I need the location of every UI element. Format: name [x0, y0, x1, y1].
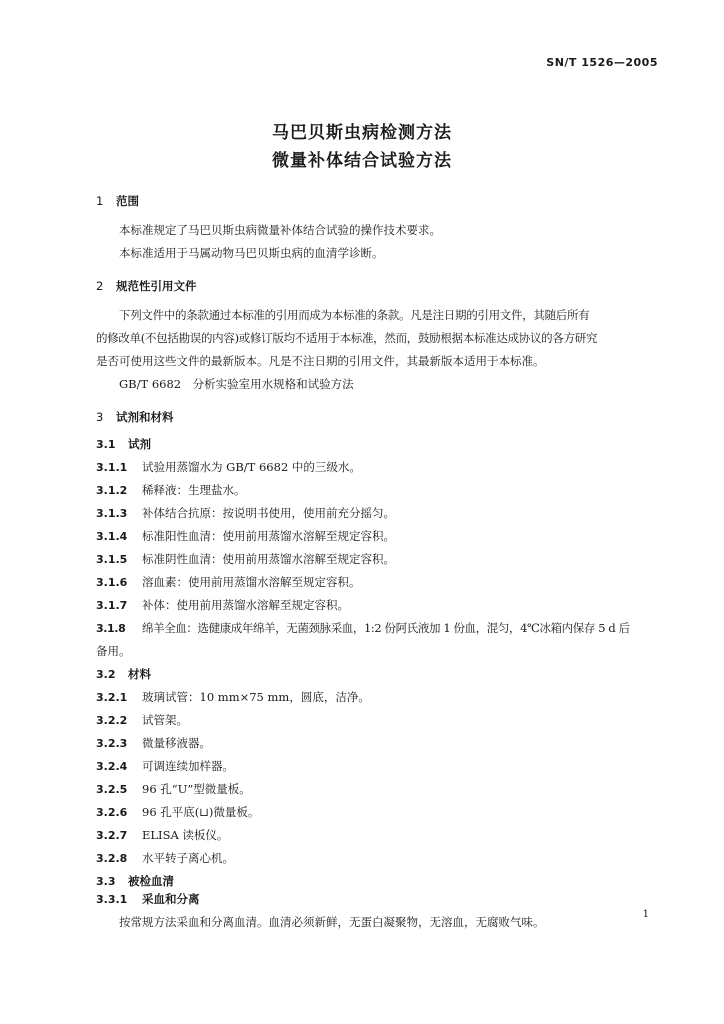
clause-3-1-6: 3.1.6 溶血素：使用前用蒸馏水溶解至规定容积。 [96, 575, 361, 589]
subsection-number: 3.2 [96, 668, 116, 681]
section-number: 2 [96, 279, 104, 293]
subsection-3-1-heading [96, 436, 151, 452]
document-title-line2: 微量补体结合试验方法 [272, 151, 452, 171]
section-2-paragraph-line-1: 下列文件中的条款通过本标准的引用而成为本标准的条款。凡是注日期的引用文件，其随后所有 [119, 308, 590, 322]
subsection-title: 被检血清 [128, 874, 174, 888]
document-title-line1: 马巴贝斯虫病检测方法 [272, 123, 452, 143]
clause-3-2-7: 3.2.7 ELISA 读板仪。 [96, 828, 229, 842]
subsection-number: 3.3 [96, 875, 116, 888]
clause-3-2-4: 3.2.4 可调连续加样器。 [96, 759, 234, 773]
clause-3-2-3: 3.2.3 微量移液器。 [96, 736, 211, 750]
clause-3-2-5: 3.2.5 96 孔“U”型微量板。 [96, 782, 251, 796]
section-3-heading [96, 409, 174, 425]
section-1-heading [96, 193, 139, 209]
clause-3-1-2: 3.1.2 稀释液：生理盐水。 [96, 483, 246, 497]
section-title: 范围 [116, 194, 139, 208]
clause-3-1-8: 3.1.8 绵羊全血：选健康成年绵羊，无菌颈脉采血，1:2 份阿氏液加 1 份血，混匀，4℃冰箱内保存 5 d 后 [96, 621, 630, 635]
standard-code: SN/T 1526—2005 [546, 56, 658, 69]
subsection-3-3-heading [96, 873, 174, 889]
subsection-title: 试剂 [128, 437, 151, 451]
clause-3-2-2: 3.2.2 试管架。 [96, 713, 188, 727]
section-title: 试剂和材料 [116, 410, 174, 424]
section-2-heading [96, 278, 197, 294]
section-2-paragraph-line-2: 的修改单(不包括勘误的内容)或修订版均不适用于本标准，然而，鼓励根据本标准达成协议的各方研究 [96, 331, 598, 345]
normative-reference: GB/T 6682 分析实验室用水规格和试验方法 [119, 377, 354, 391]
subsection-3-2-heading [96, 666, 151, 682]
page-number: 1 [642, 909, 649, 920]
section-number: 3 [96, 410, 104, 424]
subsection-number: 3.1 [96, 438, 116, 451]
clause-3-3-1-text: 按常规方法采血和分离血清。血清必须新鲜，无蛋白凝聚物，无溶血，无腐败气味。 [119, 915, 545, 929]
section-1-paragraph-1: 本标准规定了马巴贝斯虫病微量补体结合试验的操作技术要求。 [119, 223, 441, 237]
clause-3-1-7: 3.1.7 补体：使用前用蒸馏水溶解至规定容积。 [96, 598, 349, 612]
clause-3-1-1: 3.1.1 试验用蒸馏水为 GB/T 6682 中的三级水。 [96, 460, 361, 474]
clause-3-3-1-heading: 3.3.1 采血和分离 [96, 892, 200, 906]
clause-3-2-6: 3.2.6 96 孔平底(⊔)微量板。 [96, 805, 260, 819]
subsection-title: 材料 [128, 667, 151, 681]
clause-3-1-4: 3.1.4 标准阳性血清：使用前用蒸馏水溶解至规定容积。 [96, 529, 395, 543]
section-2-paragraph-line-3: 是否可使用这些文件的最新版本。凡是不注日期的引用文件，其最新版本适用于本标准。 [96, 354, 545, 368]
section-title: 规范性引用文件 [116, 279, 197, 293]
section-number: 1 [96, 194, 104, 208]
clause-3-1-3: 3.1.3 补体结合抗原：按说明书使用，使用前充分摇匀。 [96, 506, 395, 520]
clause-3-2-1: 3.2.1 玻璃试管：10 mm×75 mm，圆底，洁净。 [96, 690, 370, 704]
clause-3-2-8: 3.2.8 水平转子离心机。 [96, 851, 234, 865]
clause-3-1-5: 3.1.5 标准阴性血清：使用前用蒸馏水溶解至规定容积。 [96, 552, 395, 566]
clause-3-1-8-continuation: 备用。 [96, 644, 131, 658]
section-1-paragraph-2: 本标准适用于马属动物马巴贝斯虫病的血清学诊断。 [119, 246, 384, 260]
